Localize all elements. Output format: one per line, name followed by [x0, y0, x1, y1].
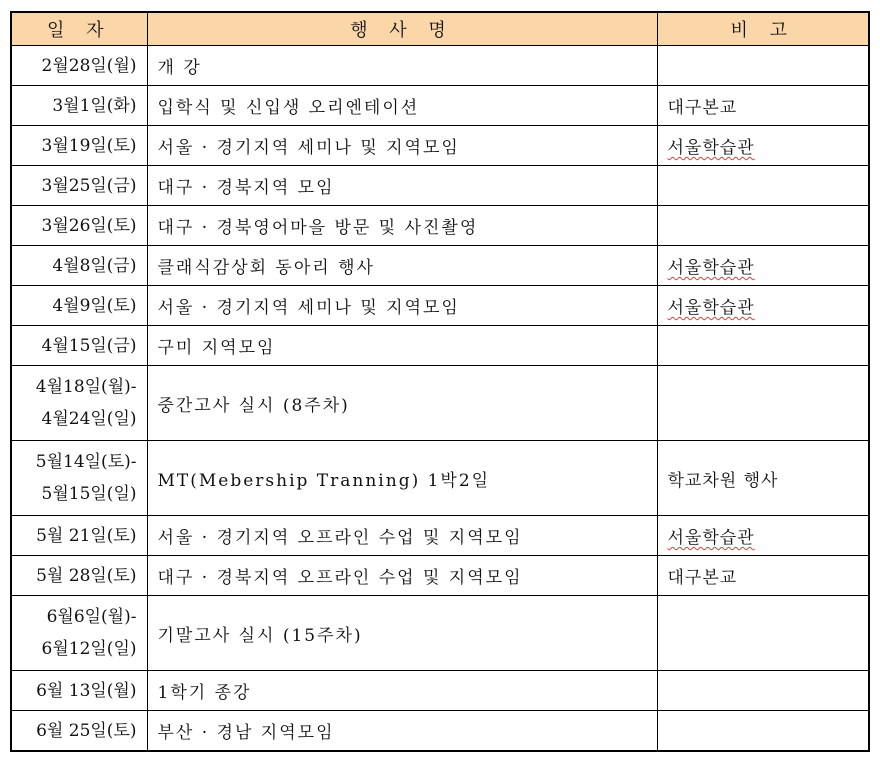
date-end-text: 6월12일(일): [41, 639, 137, 659]
event-cell: 서울 · 경기지역 오프라인 수업 및 지역모임: [147, 516, 657, 556]
note-cell: [657, 206, 869, 246]
table-body: [11, 46, 869, 752]
date-text: 6월 25일(토): [36, 720, 137, 741]
event-cell: 1학기 종강: [147, 671, 657, 711]
date-text: 6월6일(월)-: [46, 607, 137, 627]
date-text: 4월8일(금): [52, 255, 137, 276]
note-text: 서울학습관: [667, 138, 755, 158]
table-row: [11, 441, 869, 516]
date-cell: [11, 671, 147, 711]
note-cell: [657, 556, 869, 596]
event-cell: 서울 · 경기지역 세미나 및 지역모임: [147, 126, 657, 166]
table-row: [11, 86, 869, 126]
table-row: [11, 126, 869, 166]
note-cell: [657, 46, 869, 86]
table-row: [11, 556, 869, 596]
note-cell: [657, 246, 869, 286]
date-cell: [11, 86, 147, 126]
table-row: [11, 516, 869, 556]
date-cell: [11, 286, 147, 326]
header-date: 일 자: [11, 12, 147, 46]
table-row: [11, 206, 869, 246]
date-end-text: 4월24일(일): [41, 409, 137, 429]
table-row: [11, 596, 869, 671]
date-cell: [11, 711, 147, 752]
table-row: [11, 286, 869, 326]
event-cell: MT(Mebership Tranning) 1박2일: [147, 441, 657, 516]
note-text: 대구본교: [667, 568, 738, 588]
table-header: [11, 12, 869, 46]
date-text: 2월28일(월): [41, 55, 137, 76]
note-text: 학교차원 행사: [667, 470, 779, 491]
note-cell: [657, 671, 869, 711]
table-row: [11, 246, 869, 286]
table-row: [11, 166, 869, 206]
header-event: 행 사 명: [147, 12, 657, 46]
date-text: 3월1일(화): [52, 95, 137, 116]
note-cell: [657, 286, 869, 326]
date-text: 5월14일(토)-: [35, 452, 137, 472]
note-text: 서울학습관: [667, 298, 755, 318]
note-cell: [657, 326, 869, 366]
date-cell: [11, 516, 147, 556]
event-cell: 구미 지역모임: [147, 326, 657, 366]
note-text: 대구본교: [667, 98, 738, 118]
date-cell: [11, 596, 147, 671]
date-text: 5월 28일(토): [36, 565, 137, 586]
date-cell: [11, 166, 147, 206]
table-row: [11, 326, 869, 366]
date-cell: [11, 556, 147, 596]
event-cell: 대구 · 경북영어마을 방문 및 사진촬영: [147, 206, 657, 246]
event-cell: 대구 · 경북지역 오프라인 수업 및 지역모임: [147, 556, 657, 596]
event-cell: 서울 · 경기지역 세미나 및 지역모임: [147, 286, 657, 326]
note-cell: [657, 596, 869, 671]
table-row: [11, 711, 869, 752]
table-row: [11, 366, 869, 441]
header-row: [11, 12, 869, 46]
note-cell: [657, 366, 869, 441]
schedule-table: [10, 11, 870, 752]
date-end-text: 5월15일(일): [41, 484, 137, 504]
date-cell: [11, 126, 147, 166]
event-cell: 부산 · 경남 지역모임: [147, 711, 657, 752]
note-cell: [657, 86, 869, 126]
date-text: 6월 13일(월): [36, 680, 137, 701]
date-cell: [11, 326, 147, 366]
date-text: 4월9일(토): [52, 295, 137, 316]
date-text: 3월26일(토): [41, 215, 137, 236]
date-cell: [11, 366, 147, 441]
date-cell: [11, 441, 147, 516]
event-cell: 입학식 및 신입생 오리엔테이션: [147, 86, 657, 126]
event-cell: 개 강: [147, 46, 657, 86]
event-cell: 기말고사 실시 (15주차): [147, 596, 657, 671]
note-cell: [657, 711, 869, 752]
date-text: 3월25일(금): [41, 175, 137, 196]
note-cell: [657, 126, 869, 166]
event-cell: 클래식감상회 동아리 행사: [147, 246, 657, 286]
date-cell: [11, 46, 147, 86]
date-text: 4월15일(금): [41, 335, 137, 356]
table-row: [11, 671, 869, 711]
header-note: 비 고: [657, 12, 869, 46]
date-cell: [11, 246, 147, 286]
date-cell: [11, 206, 147, 246]
event-cell: 대구 · 경북지역 모임: [147, 166, 657, 206]
note-cell: [657, 441, 869, 516]
note-text: 서울학습관: [667, 258, 755, 278]
date-text: 3월19일(토): [41, 135, 137, 156]
date-text: 4월18일(월)-: [35, 377, 137, 397]
event-cell: 중간고사 실시 (8주차): [147, 366, 657, 441]
note-cell: [657, 516, 869, 556]
table-row: [11, 46, 869, 86]
note-cell: [657, 166, 869, 206]
note-text: 서울학습관: [667, 528, 755, 548]
date-text: 5월 21일(토): [36, 525, 137, 546]
